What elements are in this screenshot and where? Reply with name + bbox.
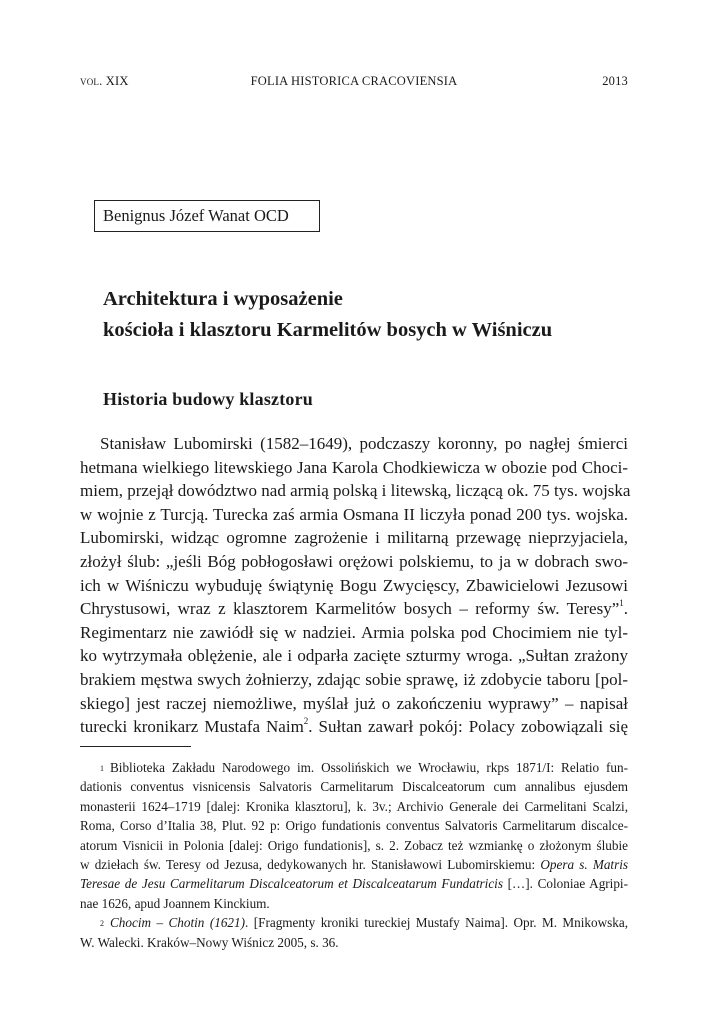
body-line: Regimentarz nie zawiódł się w nadziei. Armia polska pod Chocimiem nie tyl- <box>80 622 628 642</box>
body-line-text: Sułtan zawarł pokój: Polacy zobowiązali się <box>318 717 628 737</box>
author-name: Benignus Józef Wanat OCD <box>94 200 320 232</box>
running-head <box>80 74 628 92</box>
footnote-text: w dziełach św. Teresy od Jezusa, dedykowanych hr. Stanisławowi Lubomirskiemu: <box>80 856 536 872</box>
section-heading: Historia budowy klasztoru <box>103 389 314 409</box>
footnote-divider <box>80 746 191 747</box>
footnote-text: . [Fragmenty kroniki tureckiej Mustafy Naima]. Opr. M. Mnikowska, <box>245 915 629 931</box>
body-line: miem, przejął dowództwo nad armią polską i litewską, liczącą ok. 75 tys. wojska <box>80 481 631 501</box>
body-line: Lubomirski, widząc ogromne zagrożenie i militarną przewagę nieprzyjaciela, <box>80 528 628 548</box>
body-line: ko wytrzymała oblężenie, ale i odparła zacięte szturmy wroga. „Sułtan zrażony <box>80 646 628 666</box>
body-line: w wojnie z Turcją. Turecka zaś armia Osmana II liczyła ponad 200 tys. wojska. <box>80 504 628 524</box>
article-title <box>103 284 643 346</box>
body-line: hetmana wielkiego litewskiego Jana Karola Chodkiewicza w obozie pod Choci- <box>80 457 628 477</box>
footnote-ref-1[interactable]: 1 <box>619 598 624 609</box>
footnote-1-line <box>80 855 628 874</box>
footnote-text: Biblioteka Zakładu Narodowego im. Ossolińskich we Wrocławiu, rkps 1871/I: Relatio fun- <box>110 760 628 775</box>
title-line: kościoła i klasztoru Karmelitów bosych w Wiśniczu <box>103 319 553 341</box>
footnote-2-line: W. Walecki. Kraków–Nowy Wiśnicz 2005, s. 36. <box>80 934 339 950</box>
journal-title: FOLIA HISTORICA CRACOVIENSIA <box>250 74 458 88</box>
body-line: brakiem męstwa swych żołnierzy, zdając sobie sprawę, iż zdobycie taboru [pol- <box>80 669 628 689</box>
footnote-1-line <box>80 758 628 777</box>
footnote-1-line <box>80 874 628 893</box>
footnote-1-line: atorum Visnicii in Polonia [dalej: Origo fundationis], s. 2. Zobacz też wzmiankę o złożonym ślubie <box>80 837 628 853</box>
footnote-2-line <box>80 913 628 932</box>
footnote-number: 2 <box>100 919 104 929</box>
body-line-with-ref: turecki kronikarz Mustafa Naim$^2$. Sułtan zawarł pokój: Polacy zobowiązali się <box>80 716 628 737</box>
footnote-1-line: dationis conventus visnicensis Salvatoris Carmelitarum Discalceatorum cum annalibus ejusdem <box>80 779 628 795</box>
footnote-1-line: Roma, Corso d’Italia 38, Plut. 92 p: Origo fundationis conventus Salvatoris Carmelitarum discalce- <box>80 818 628 834</box>
footnotes <box>80 758 628 952</box>
publication-year: 2013 <box>602 74 628 88</box>
footnote-italic-title: Opera s. Matris <box>540 856 629 872</box>
body-line-text: Chrystusowi, wraz z klasztorem Karmelitów bosych – reformy św. Teresy” <box>80 599 620 619</box>
footnote-number: 1 <box>100 764 104 773</box>
footnote-1-line: nae 1626, apud Joannem Kinckium. <box>80 895 270 911</box>
body-line: złożył ślub: „jeśli Bóg pobłogosławi orężowi polskiemu, to ja w dobrach swo- <box>80 551 628 571</box>
footnote-ref-2[interactable]: 2 <box>303 716 309 727</box>
body-line: Stanisław Lubomirski (1582–1649), podczaszy koronny, po nagłej śmierci <box>100 434 628 453</box>
footnote-italic-title: Chocim – Chotin (1621) <box>110 915 245 931</box>
volume-number: vol. XIX <box>80 74 129 88</box>
body-line: ich w Wiśniczu wybuduję świątynię Bogu Zwycięscy, Zbawicielowi Jezusowi <box>80 575 628 595</box>
body-line-with-ref: Chrystusowi, wraz z klasztorem Karmelitów bosych – reformy św. Teresy”$^1$. <box>80 598 628 619</box>
body-line-text: turecki kronikarz Mustafa Naim <box>80 717 304 737</box>
body-paragraph <box>80 432 631 739</box>
footnote-text: […]. Coloniae Agripi- <box>507 876 628 892</box>
title-line: Architektura i wyposażenie <box>103 288 343 310</box>
footnote-1-line: monasterii 1624–1719 [dalej: Kronika klasztoru], k. 3v.; Archivio Generale dei Carmelitani Scalzi, <box>80 798 628 814</box>
footnote-italic-title: Teresae de Jesu Carmelitarum Discalceatorum et Discalceatarum Fundatricis <box>80 876 503 892</box>
body-line: skiego] jest raczej niemożliwe, myślał już o zakończeniu wyprawy” – napisał <box>80 693 628 713</box>
